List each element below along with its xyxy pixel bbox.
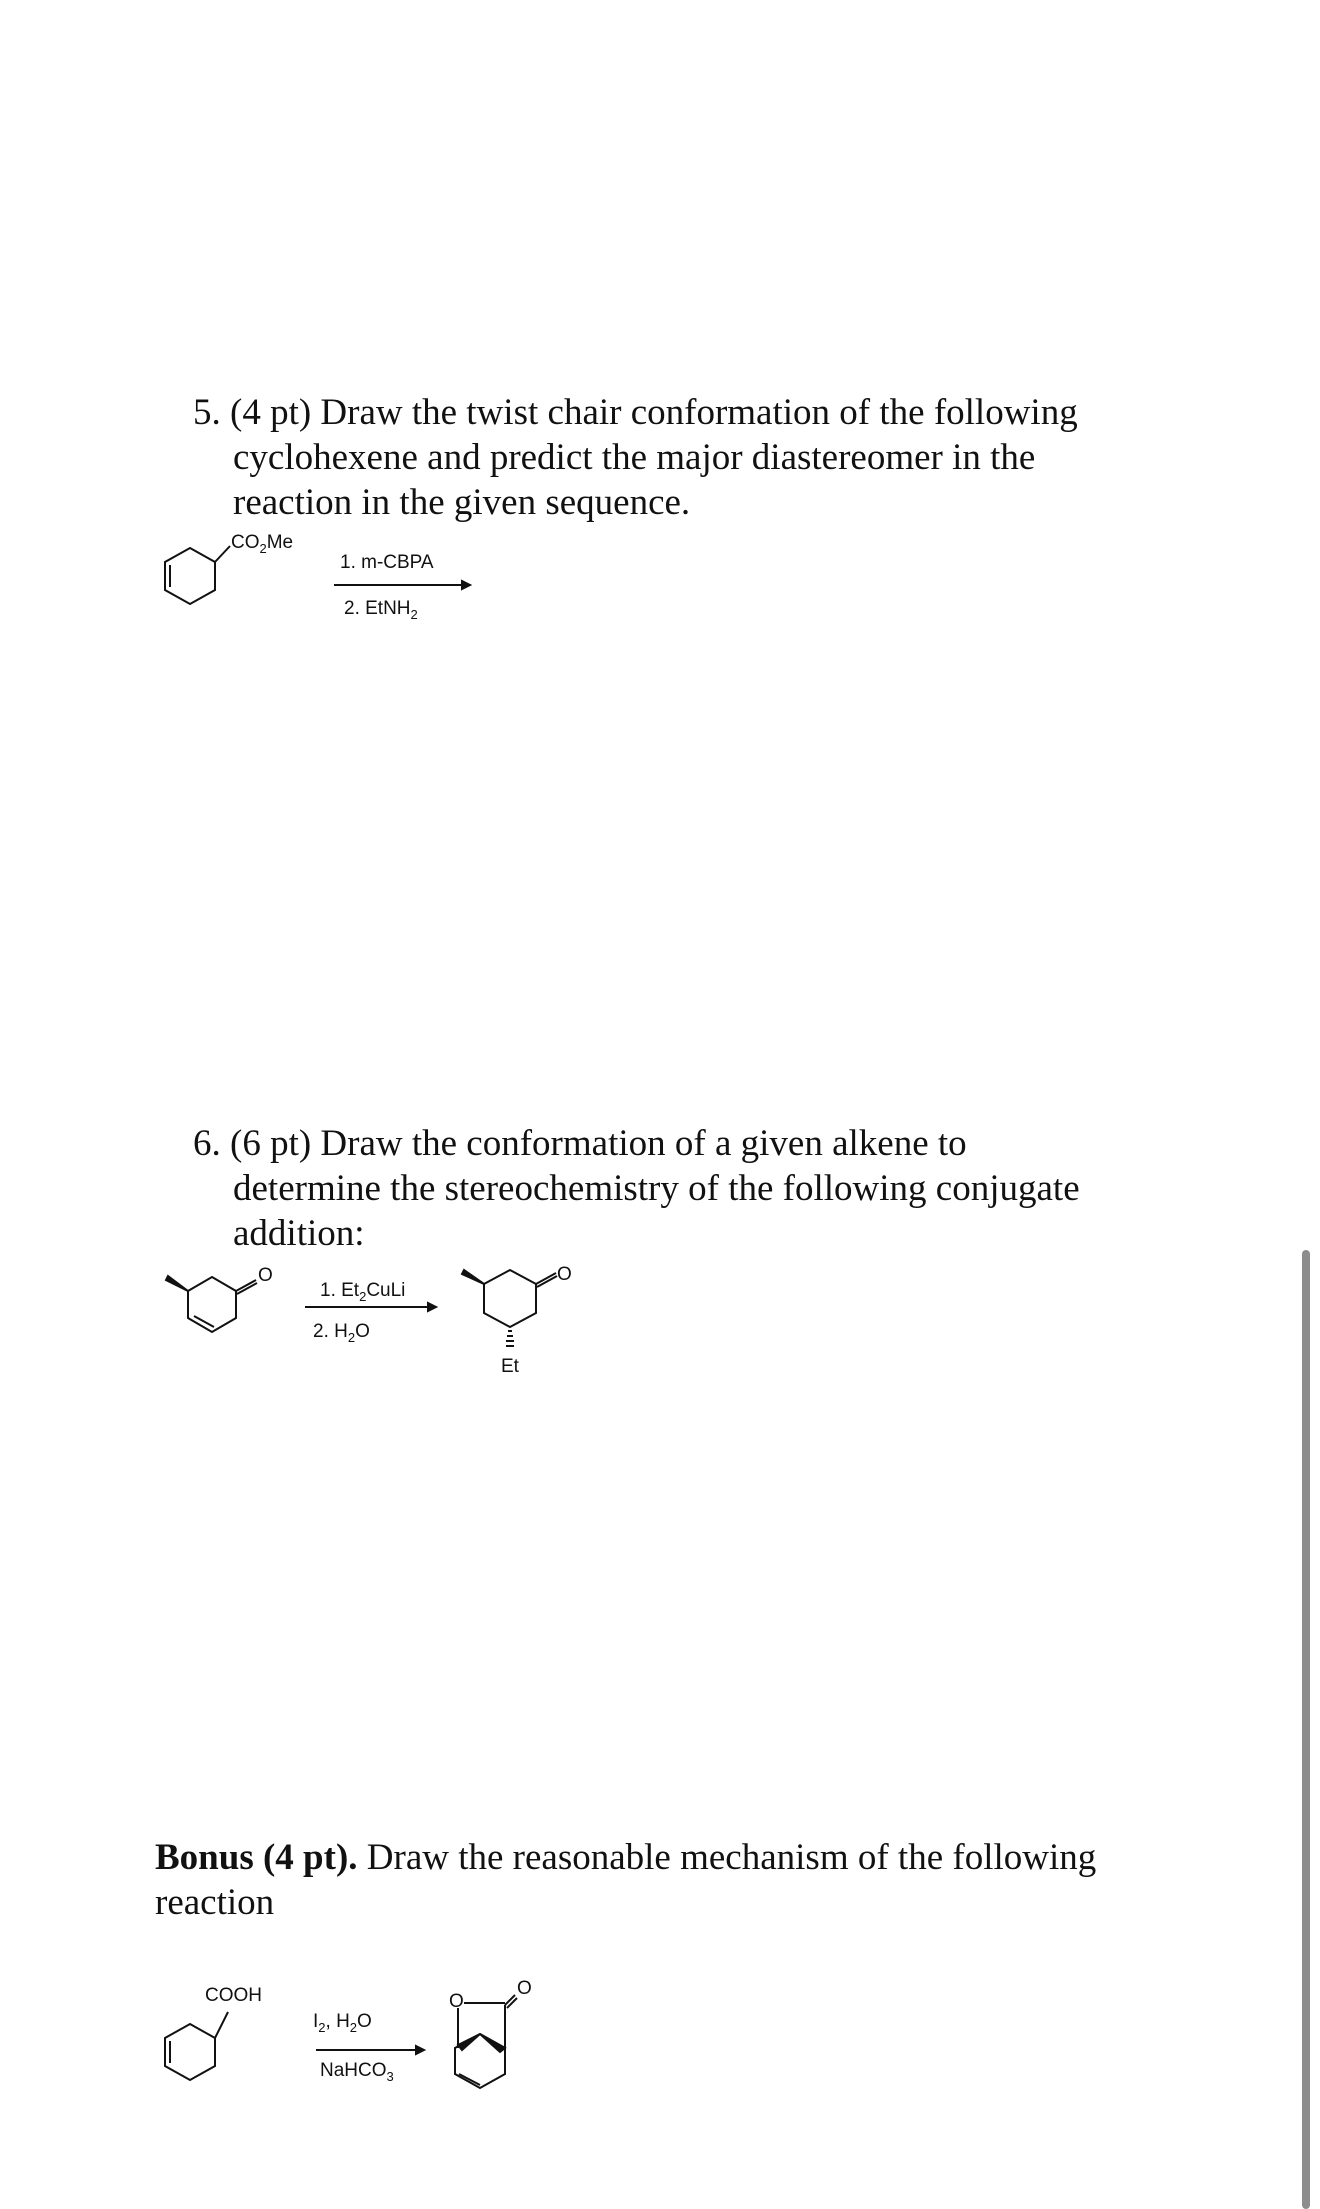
q5-reaction-arrow <box>334 581 470 589</box>
q5-reagent-2: 2. EtNH$_2$ <box>344 598 418 622</box>
question-6-line-2: determine the stereochemistry of the following conjugate <box>233 1168 1080 1209</box>
q6-product-o: O <box>557 1264 572 1285</box>
bonus-cyclohexene-ring <box>165 2012 228 2080</box>
q5-cyclohexene-ring <box>165 546 230 604</box>
q6-product-methyl-wedge <box>462 1270 484 1284</box>
question-6-line-3: addition: <box>233 1213 365 1254</box>
q6-carbonyl-o: O <box>258 1265 273 1286</box>
q6-product-ring <box>462 1270 557 1346</box>
q6-enone-ring <box>166 1276 257 1332</box>
bonus-text: Draw the reasonable mechanism of the following reaction <box>155 1837 1097 1923</box>
question-5-line-1: 5. (4 pt) Draw the twist chair conformation of the following <box>193 392 1078 433</box>
q6-reagent-2: 2. $H_2O$ <box>313 1321 370 1345</box>
q5-ring-bonds <box>165 548 215 604</box>
bonus-lactone-double-bond <box>459 2074 480 2085</box>
bonus-lactone <box>455 1995 517 2088</box>
q6-product-et: Et <box>501 1356 519 1377</box>
q6-product-hash-bond <box>506 1331 514 1346</box>
bonus-lactone-o-carbonyl: O <box>517 1978 532 1999</box>
bonus-substituent-bond <box>215 2012 228 2038</box>
q6-methyl-wedge <box>166 1276 188 1291</box>
vertical-scrollbar[interactable] <box>1302 1250 1310 2209</box>
q6-reagent-1: 1. $Et_2CuLi$ <box>320 1280 406 1304</box>
question-5-line-2: cyclohexene and predict the major diastereomer in the <box>233 437 1036 478</box>
question-6-line-1: 6. (6 pt) Draw the conformation of a given alkene to <box>193 1123 967 1164</box>
bonus-lactone-o-ring: O <box>449 1991 464 2012</box>
q6-ring-bonds <box>188 1277 236 1332</box>
bonus-reagent-2: NaHCO$_3$ <box>320 2060 394 2084</box>
q5-substituent-label: $CO_2Me$ <box>231 532 294 556</box>
bonus-ring-bonds <box>165 2024 215 2080</box>
bonus-substituent-label: COOH <box>205 1985 262 2006</box>
q6-reaction-arrow <box>305 1303 436 1311</box>
q5-substituent-bond <box>215 546 230 562</box>
bonus-label: Bonus (4 pt). <box>155 1837 358 1878</box>
q6-product-bonds <box>484 1270 536 1327</box>
bonus-reagent-1: $I_2$, $H_2O$ <box>313 2011 372 2035</box>
q5-reagent-1: 1. m-CBPA <box>340 552 434 573</box>
q6-double-bond <box>194 1316 214 1327</box>
bonus-reaction-arrow <box>316 2046 424 2054</box>
question-5-line-3: reaction in the given sequence. <box>233 482 691 523</box>
